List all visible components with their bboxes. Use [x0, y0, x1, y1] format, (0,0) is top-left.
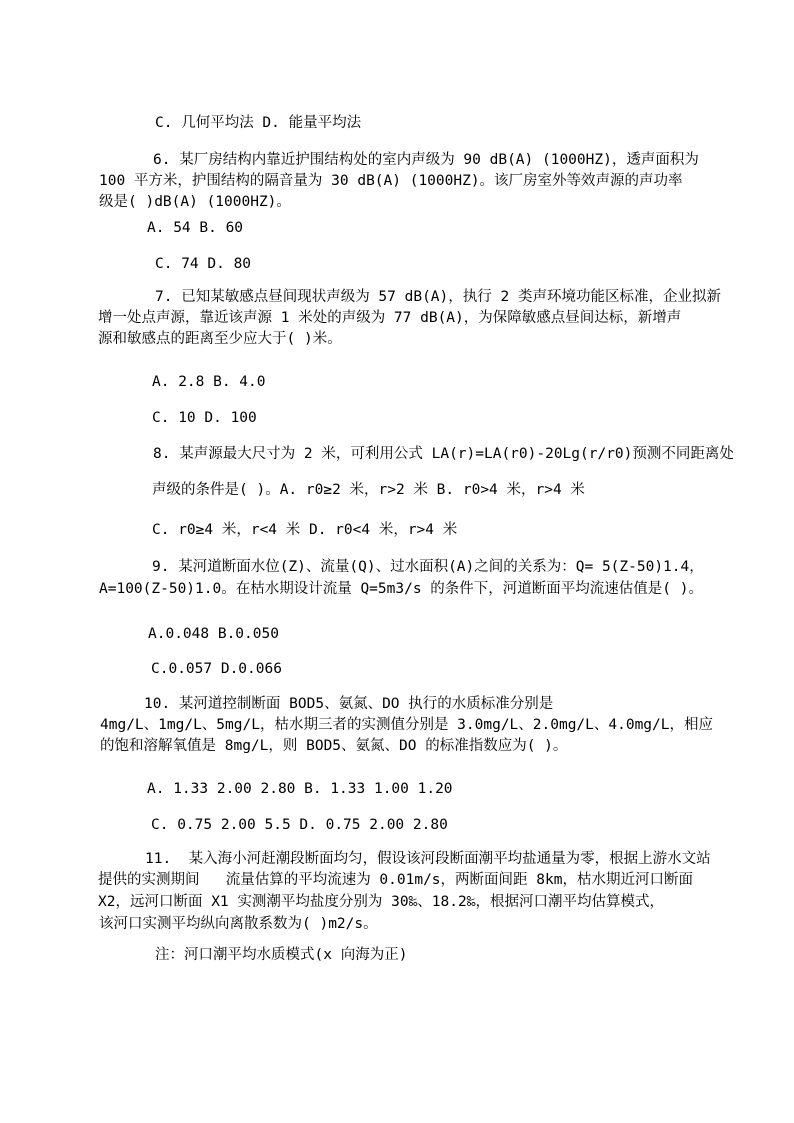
q11-stem-line-4: 该河口实测平均纵向离散系数为( )m2/s。 — [99, 916, 378, 932]
q7-stem-line-2: 增一处点声源，靠近该声源 1 米处的声级为 77 dB(A)，为保障敏感点昼间达标，新增声 — [98, 310, 682, 326]
q9-stem-line-1: 9. 某河道断面水位(Z)、流量(Q)、过水面积(A)之间的关系为：Q= 5(Z-50)1.4， — [152, 559, 704, 575]
q9-options-ab: A.0.048 B.0.050 — [148, 626, 279, 642]
q7-options-cd: C. 10 D. 100 — [152, 410, 257, 426]
q10-options-cd: C. 0.75 2.00 5.5 D. 0.75 2.00 2.80 — [151, 817, 448, 833]
q6-options-ab: A. 54 B. 60 — [147, 220, 244, 236]
q9-stem-line-2: A=100(Z-50)1.0。在枯水期设计流量 Q=5m3/s 的条件下，河道断面平均流速估值是( )。 — [99, 581, 703, 597]
q7-options-ab: A. 2.8 B. 4.0 — [152, 374, 266, 390]
q11-stem-line-3: X2，远河口断面 X1 实测潮平均盐度分别为 30‰、18.2‰，根据河口潮平均估算模式， — [98, 894, 664, 910]
q10-options-ab: A. 1.33 2.00 2.80 B. 1.33 1.00 1.20 — [147, 781, 453, 797]
q6-stem-line-3: 级是( )dB(A) (1000HZ)。 — [99, 194, 291, 210]
q11-stem-line-1: 11. 某入海小河赶潮段断面均匀，假设该河段断面潮平均盐通量为零，根据上游水文站 — [145, 851, 711, 867]
q6-stem-line-2: 100 平方米，护围结构的隔音量为 30 dB(A) (1000HZ)。该厂房室外等效声源的声功率 — [99, 173, 683, 189]
q6-stem-line-1: 6. 某厂房结构内靠近护围结构处的室内声级为 90 dB(A) (1000HZ)，透声面积为 — [153, 152, 699, 168]
q10-stem-line-3: 的饱和溶解氧值是 8mg/L，则 BOD5、氨氮、DO 的标准指数应为( )。 — [100, 738, 568, 754]
q11-stem-line-2: 提供的实测期间 流量估算的平均流速为 0.01m/s，两断面间距 8km，枯水期近河口断面 — [98, 872, 693, 888]
q6-options-cd: C. 74 D. 80 — [155, 256, 252, 272]
q5-options-cd: C. 几何平均法 D. 能量平均法 — [155, 115, 362, 131]
q9-options-cd: C.0.057 D.0.066 — [151, 661, 282, 677]
q8-stem-line-1: 8. 某声源最大尺寸为 2 米，可利用公式 LA(r)=LA(r0)-20Lg(r/r0)预测不同距离处 — [153, 446, 734, 462]
q7-stem-line-1: 7. 已知某敏感点昼间现状声级为 57 dB(A)，执行 2 类声环境功能区标准，企业拟新 — [155, 289, 721, 305]
q10-stem-line-1: 10. 某河道控制断面 BOD5、氨氮、DO 执行的水质标准分别是 — [144, 696, 554, 712]
q7-stem-line-3: 源和敏感点的距离至少应大于( )米。 — [98, 331, 342, 347]
q8-stem-line-2: 声级的条件是( )。A. r0≥2 米，r>2 米 B. r0>4 米，r>4 米 — [152, 482, 585, 498]
q11-note: 注：河口潮平均水质模式(x 向海为正) — [155, 947, 408, 963]
q10-stem-line-2: 4mg/L、1mg/L、5mg/L，枯水期三者的实测值分别是 3.0mg/L、2.0mg/L、4.0mg/L，相应 — [100, 717, 713, 733]
q8-options-cd: C. r0≥4 米，r<4 米 D. r0<4 米，r>4 米 — [152, 522, 458, 538]
